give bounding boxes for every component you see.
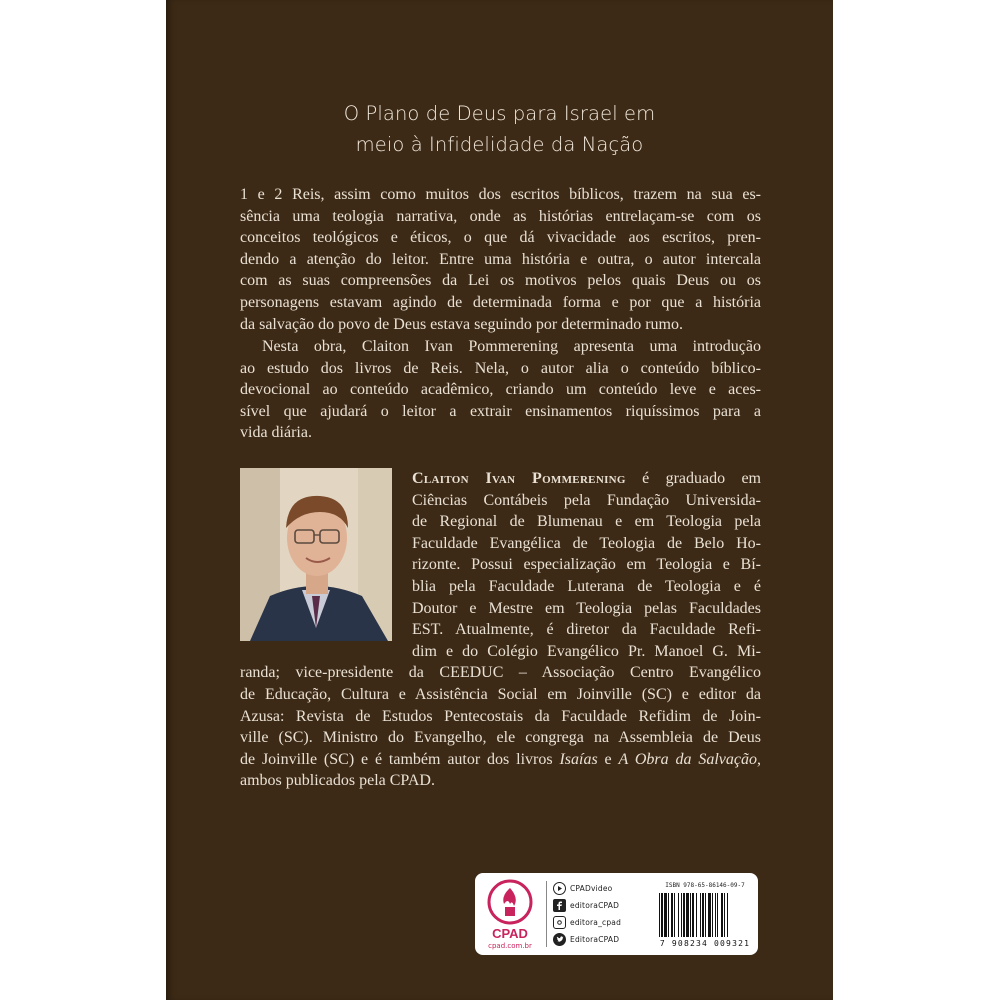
text-fragment: e bbox=[597, 750, 619, 768]
barcode-bar bbox=[715, 893, 716, 937]
text-line: devocional ao conteúdo acadêmico, criando um conteúdo leve e aces- bbox=[240, 381, 761, 399]
facebook-icon bbox=[553, 899, 566, 912]
text-line: sível que ajudará o leitor a extrair ensinamentos riquíssimos para a bbox=[240, 402, 761, 420]
social-item[interactable] bbox=[553, 931, 653, 948]
author-bio bbox=[240, 468, 761, 792]
social-item[interactable] bbox=[553, 897, 653, 914]
social-handle: CPADvideo bbox=[570, 884, 613, 893]
twitter-icon bbox=[553, 933, 566, 946]
text-line: EST. Atualmente, é diretor da Faculdade Refi- bbox=[412, 621, 761, 639]
text-line: ao estudo dos livros de Reis. Nela, o autor alia o conteúdo bíblico- bbox=[240, 359, 761, 377]
barcode-bar bbox=[661, 893, 663, 937]
text-line: com as suas compreensões da Lei os motivos pelos quais Deus ou os bbox=[240, 272, 761, 290]
social-item[interactable] bbox=[553, 914, 653, 931]
text-line bbox=[412, 468, 761, 490]
text-line: de Regional de Blumenau e em Teologia pela bbox=[412, 513, 761, 531]
barcode-bar bbox=[692, 893, 694, 937]
barcode-bar bbox=[702, 893, 704, 937]
text-line: ville (SC). Ministro do Evangelho, ele congrega na Assembleia de Deus bbox=[240, 729, 761, 747]
synopsis-paragraph-1 bbox=[240, 184, 761, 335]
author-name: Claiton Ivan Pommerening bbox=[412, 470, 626, 487]
barcode-bar bbox=[727, 893, 728, 937]
barcode-bar bbox=[686, 893, 689, 937]
text-line: da salvação do povo de Deus estava seguindo por determinado rumo. bbox=[240, 315, 683, 333]
text-line: de Educação, Cultura e Assistência Social em Joinville (SC) e editor da bbox=[240, 685, 761, 703]
barcode-bar bbox=[696, 893, 697, 937]
social-handle: editoraCPAD bbox=[570, 901, 620, 910]
text-line: Azusa: Revista de Estudos Pentecostais da Faculdade Refidim de Join- bbox=[240, 707, 761, 725]
text-line: 1 e 2 Reis, assim como muitos dos escritos bíblicos, trazem na sua es- bbox=[240, 186, 761, 203]
text-line: randa; vice-presidente da CEEDUC – Associação Centro Evangélico bbox=[240, 664, 761, 682]
cover-title-line: O Plano de Deus para Israel em bbox=[343, 102, 656, 125]
barcode-bar bbox=[712, 893, 713, 937]
barcode-bar bbox=[700, 893, 701, 937]
logo-text: CPAD bbox=[492, 926, 528, 941]
text-fragment: de Joinville (SC) e é também autor dos livros bbox=[240, 750, 560, 768]
barcode-bar bbox=[717, 893, 718, 937]
barcode-bar bbox=[664, 893, 667, 937]
barcode-bar bbox=[705, 893, 706, 937]
barcode-bar bbox=[683, 893, 685, 937]
text-fragment: é graduado em bbox=[625, 470, 761, 487]
text-fragment: , bbox=[757, 750, 762, 768]
text-line: conceitos teológicos e éticos, o que dá vivacidade aos escritos, pren- bbox=[240, 229, 761, 247]
play-icon bbox=[553, 882, 566, 895]
book-back-cover bbox=[166, 0, 833, 1000]
barcode-bar bbox=[690, 893, 691, 937]
text-line: Faculdade Evangélica de Teologia de Belo Ho- bbox=[412, 534, 761, 552]
barcode-bar bbox=[671, 893, 673, 937]
publisher-url: cpad.com.br bbox=[488, 942, 532, 950]
barcode-bar bbox=[681, 893, 682, 937]
text-line: rizonte. Possui especialização em Teologia e Bí- bbox=[412, 556, 761, 574]
text-line: dim e do Colégio Evangélico Pr. Manoel G. Mi- bbox=[412, 642, 761, 660]
text-line: blia pela Faculdade Luterana de Teologia e é bbox=[412, 577, 761, 595]
instagram-icon bbox=[553, 916, 566, 929]
barcode-bar bbox=[674, 893, 675, 937]
text-line: Doutor e Mestre em Teologia pelas Faculdades bbox=[412, 599, 761, 617]
text-line: ambos publicados pela CPAD. bbox=[240, 772, 435, 790]
text-line bbox=[240, 749, 761, 771]
barcode-bar bbox=[724, 893, 725, 937]
publisher-footer bbox=[475, 873, 758, 955]
cover-title-line: meio à Infidelidade da Nação bbox=[355, 133, 644, 156]
ean-number: 7 908234 009321 bbox=[659, 939, 751, 948]
barcode-bar bbox=[708, 893, 711, 937]
divider bbox=[546, 881, 547, 947]
cpad-logo bbox=[481, 878, 539, 950]
barcode-bar bbox=[721, 893, 723, 937]
text-line: Ciências Contábeis pela Fundação Universida- bbox=[412, 491, 761, 509]
social-item[interactable] bbox=[553, 880, 653, 897]
social-links bbox=[553, 880, 653, 948]
barcode-bar bbox=[659, 893, 660, 937]
text-line: sência uma teologia narrativa, onde as histórias entrelaçam-se com os bbox=[240, 207, 761, 225]
social-handle: editora_cpad bbox=[570, 918, 622, 927]
text-line: dendo a atenção do leitor. Entre uma história e outra, o autor intercala bbox=[240, 250, 761, 268]
text-line: Nesta obra, Claiton Ivan Pommerening apresenta uma introdução bbox=[262, 338, 761, 355]
barcode-graphic bbox=[659, 893, 753, 937]
isbn-label: ISBN 978-65-86146-09-7 bbox=[665, 882, 745, 889]
social-handle: EditoraCPAD bbox=[570, 935, 620, 944]
barcode-bar bbox=[678, 893, 679, 937]
book-title: A Obra da Salvação bbox=[618, 750, 758, 768]
book-title: Isaías bbox=[559, 750, 598, 768]
barcode-bar bbox=[668, 893, 669, 937]
synopsis-paragraph-2 bbox=[240, 336, 761, 444]
cover-title bbox=[166, 98, 833, 160]
text-line: personagens estavam agindo de determinada forma e por que a história bbox=[240, 293, 761, 311]
text-line: vida diária. bbox=[240, 424, 312, 442]
